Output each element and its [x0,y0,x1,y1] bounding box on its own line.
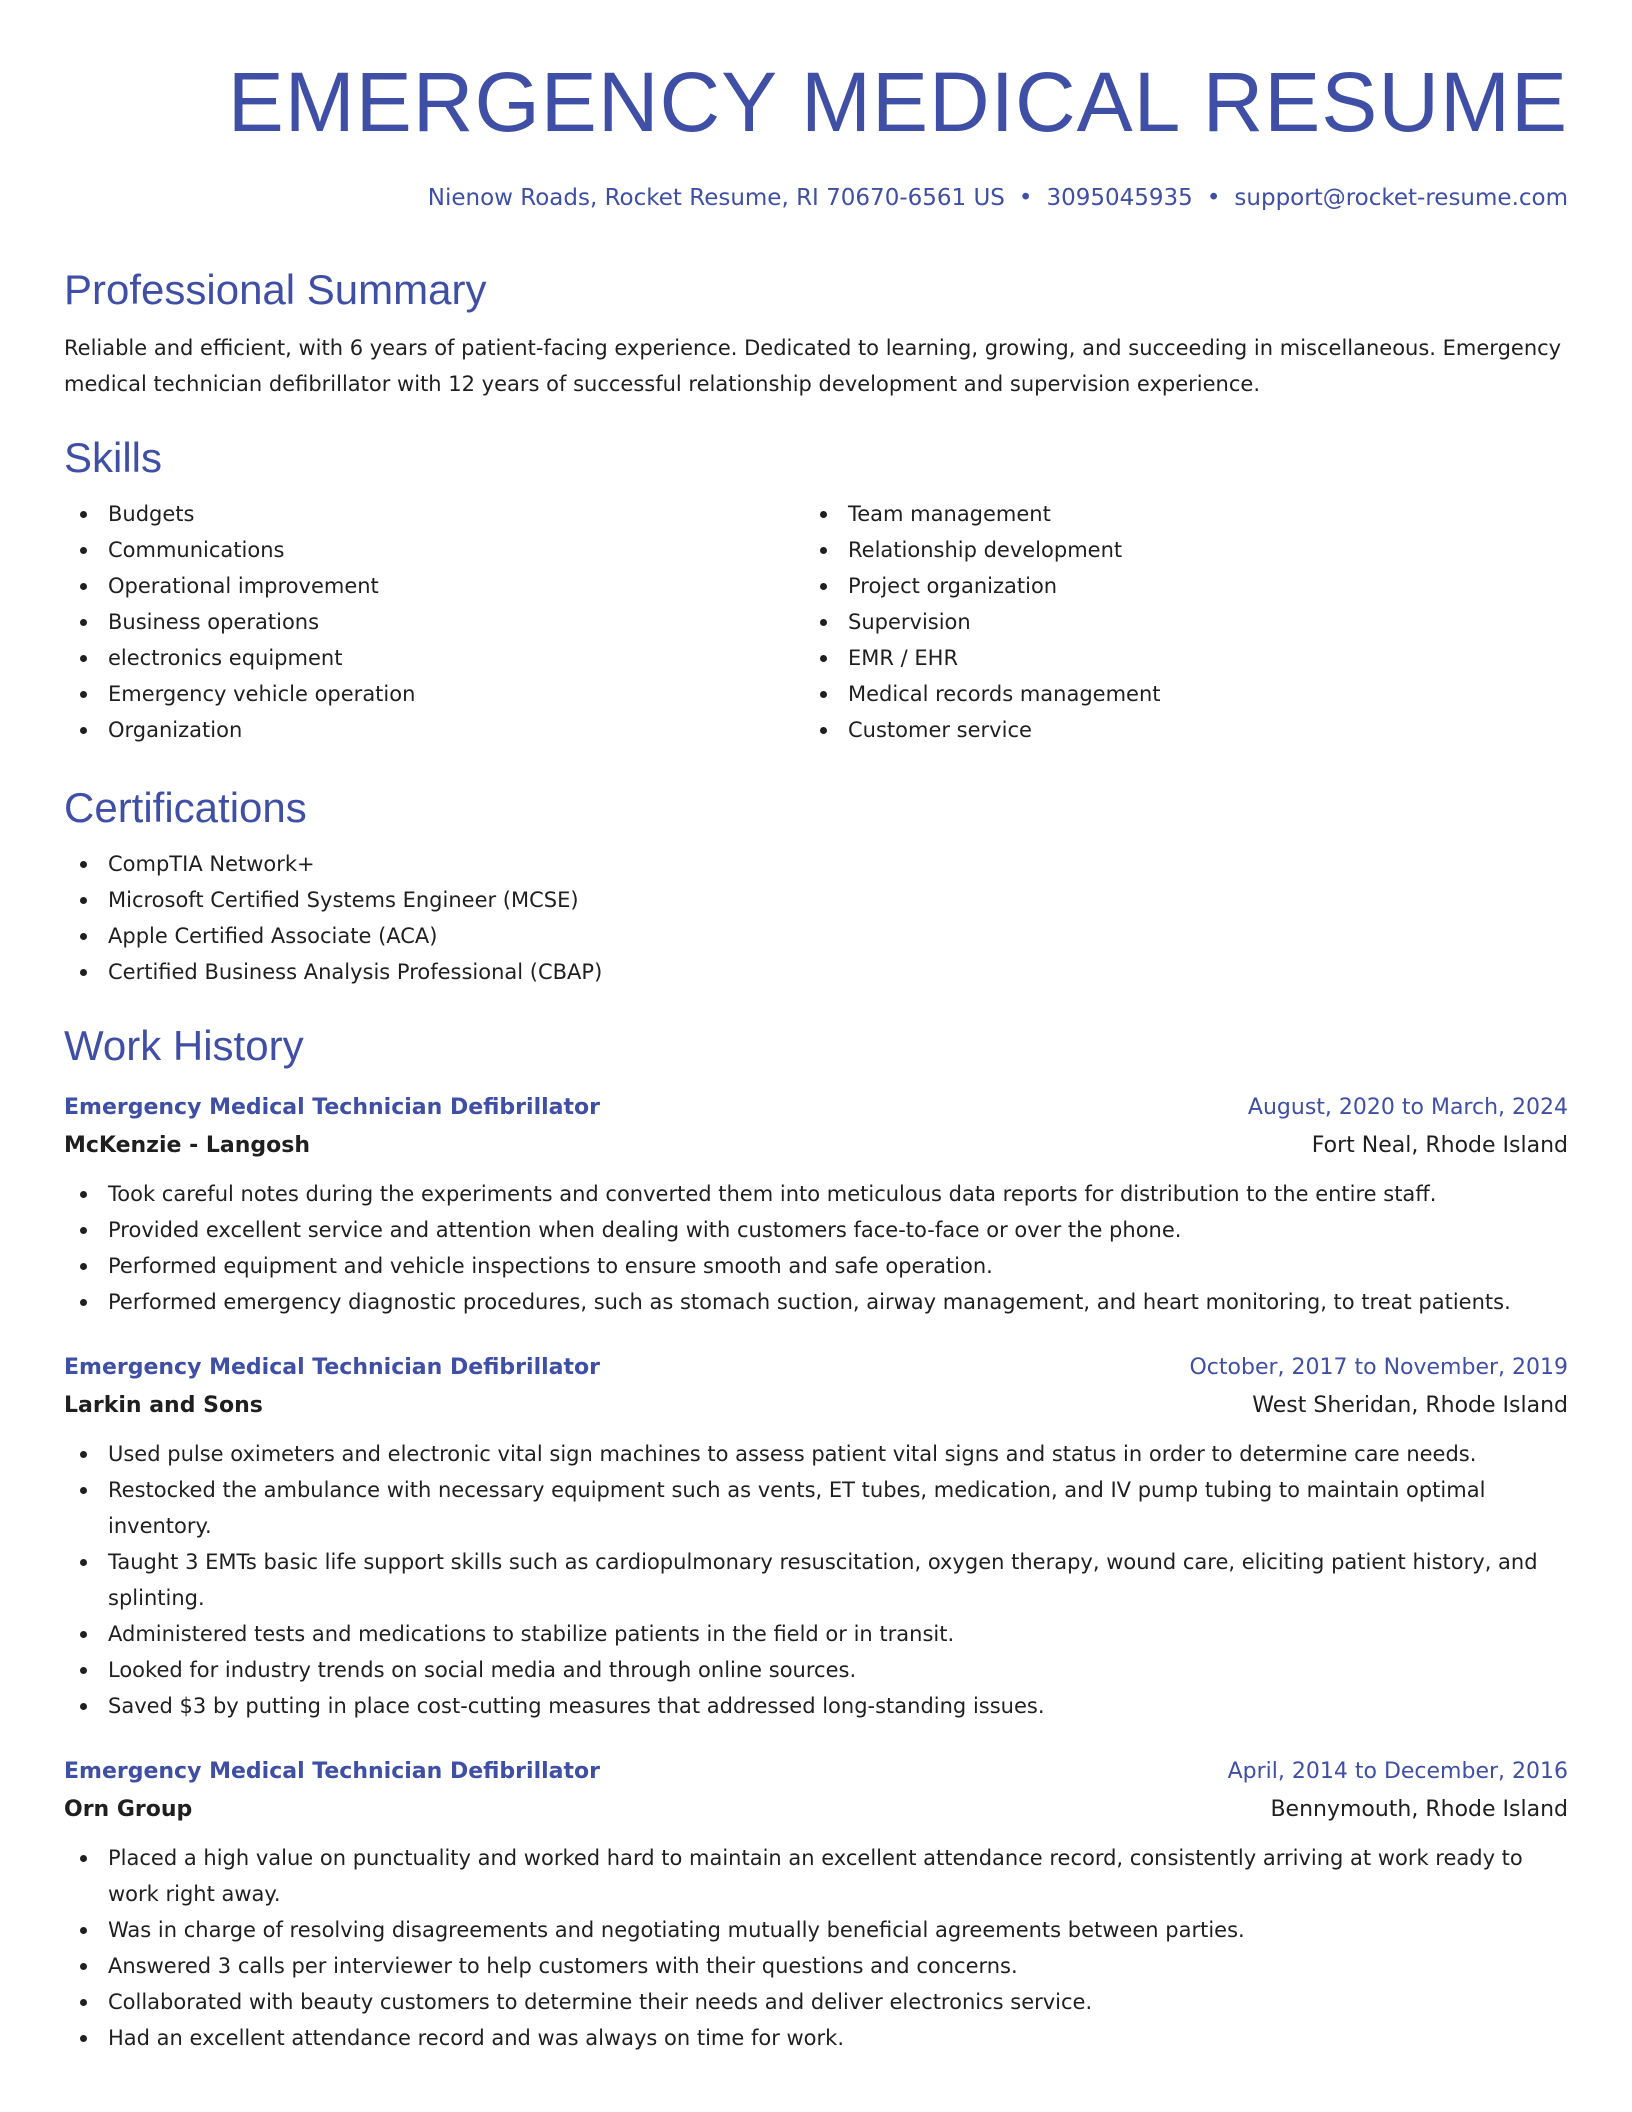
skills-heading: Skills [64,434,163,481]
skill-item: Medical records management [804,676,1544,712]
job-title: Emergency Medical Technician Defibrillator [64,1095,600,1120]
job-company: McKenzie - Langosh [64,1133,311,1158]
skill-item: Business operations [64,604,804,640]
summary-heading: Professional Summary [64,266,487,313]
job-location: West Sheridan, Rhode Island [1252,1393,1568,1418]
job-dates: October, 2017 to November, 2019 [1189,1355,1568,1380]
job-duties-list [64,1436,1568,1724]
job-duty-item: Answered 3 calls per interviewer to help customers with their questions and concerns. [64,1948,1568,1984]
job-title-row [64,1350,1568,1386]
skill-item: Organization [64,712,804,748]
skill-item: Emergency vehicle operation [64,676,804,712]
job-title: Emergency Medical Technician Defibrillator [64,1759,600,1784]
job-title-row [64,1754,1568,1790]
contact-phone: 3095045935 [1046,185,1193,211]
job-duty-item: Collaborated with beauty customers to determine their needs and deliver electronics service. [64,1984,1568,2020]
job-duty-item: Was in charge of resolving disagreements and negotiating mutually beneficial agreements between parties. [64,1912,1568,1948]
skill-item: electronics equipment [64,640,804,676]
job-company-row [64,1126,1568,1166]
job-duty-item: Performed equipment and vehicle inspections to ensure smooth and safe operation. [64,1248,1568,1284]
job-entry [64,1754,1568,2056]
certifications-heading: Certifications [64,784,307,831]
job-company: Larkin and Sons [64,1393,263,1418]
job-duty-item: Provided excellent service and attention when dealing with customers face-to-face or over the phone. [64,1212,1568,1248]
job-entry [64,1090,1568,1320]
contact-separator: • [1206,185,1221,211]
job-duties-list [64,1840,1568,2056]
skills-columns [64,496,1568,748]
certification-item: CompTIA Network+ [64,846,1568,882]
contact-separator: • [1018,185,1033,211]
job-title-row [64,1090,1568,1126]
skill-item: EMR / EHR [804,640,1544,676]
job-location: Bennymouth, Rhode Island [1270,1797,1568,1822]
job-duty-item: Taught 3 EMTs basic life support skills such as cardiopulmonary resuscitation, oxygen therapy, wound care, eliciting patient history, and splinting. [64,1544,1568,1616]
skill-item: Customer service [804,712,1544,748]
skill-item: Relationship development [804,532,1544,568]
job-duty-item: Restocked the ambulance with necessary equipment such as vents, ET tubes, medication, and IV pump tubing to maintain optimal inventory. [64,1472,1568,1544]
contact-address: Nienow Roads, Rocket Resume, RI 70670-6561 US [427,185,1005,211]
skill-item: Project organization [804,568,1544,604]
job-dates: April, 2014 to December, 2016 [1227,1759,1568,1784]
job-entry [64,1350,1568,1724]
skills-section [64,432,1568,748]
resume-header [64,0,1568,214]
resume-name: EMERGENCY MEDICAL RESUME [227,55,1568,149]
job-duty-item: Used pulse oximeters and electronic vital sign machines to assess patient vital signs and status in order to determine care needs. [64,1436,1568,1472]
work-history-heading: Work History [64,1022,304,1069]
job-company-row [64,1790,1568,1830]
job-duty-item: Had an excellent attendance record and was always on time for work. [64,2020,1568,2056]
skill-item: Operational improvement [64,568,804,604]
contact-line [64,182,1568,214]
job-duty-item: Performed emergency diagnostic procedures, such as stomach suction, airway management, and heart monitoring, to treat patients. [64,1284,1568,1320]
work-history-section [64,1020,1568,2056]
job-title: Emergency Medical Technician Defibrillator [64,1355,600,1380]
job-duty-item: Placed a high value on punctuality and worked hard to maintain an excellent attendance record, consistently arriving at work ready to work right away. [64,1840,1568,1912]
contact-email: support@rocket-resume.com [1234,185,1568,211]
certification-item: Certified Business Analysis Professional (CBAP) [64,954,1568,990]
skill-item: Budgets [64,496,804,532]
skills-list-right [804,496,1544,748]
job-duty-item: Took careful notes during the experiments and converted them into meticulous data reports for distribution to the entire staff. [64,1176,1568,1212]
certification-item: Apple Certified Associate (ACA) [64,918,1568,954]
job-duty-item: Looked for industry trends on social media and through online sources. [64,1652,1568,1688]
job-duty-item: Saved $3 by putting in place cost-cutting measures that addressed long-standing issues. [64,1688,1568,1724]
skill-item: Communications [64,532,804,568]
summary-section [64,264,1568,402]
certification-item: Microsoft Certified Systems Engineer (MCSE) [64,882,1568,918]
skill-item: Team management [804,496,1544,532]
job-company: Orn Group [64,1797,193,1822]
job-company-row [64,1386,1568,1426]
job-location: Fort Neal, Rhode Island [1311,1133,1568,1158]
certifications-section [64,782,1568,990]
skills-list-left [64,496,804,748]
job-duty-item: Administered tests and medications to stabilize patients in the field or in transit. [64,1616,1568,1652]
certifications-list [64,846,1568,990]
job-list [64,1090,1568,2056]
summary-text: Reliable and efficient, with 6 years of patient-facing experience. Dedicated to learning, growing, and succeeding in miscellaneous. Emergency medical technician defibrillator with 12 years of successful relationship development and supervision experience. [64,336,1562,396]
job-dates: August, 2020 to March, 2024 [1247,1095,1568,1120]
skill-item: Supervision [804,604,1544,640]
job-duties-list [64,1176,1568,1320]
